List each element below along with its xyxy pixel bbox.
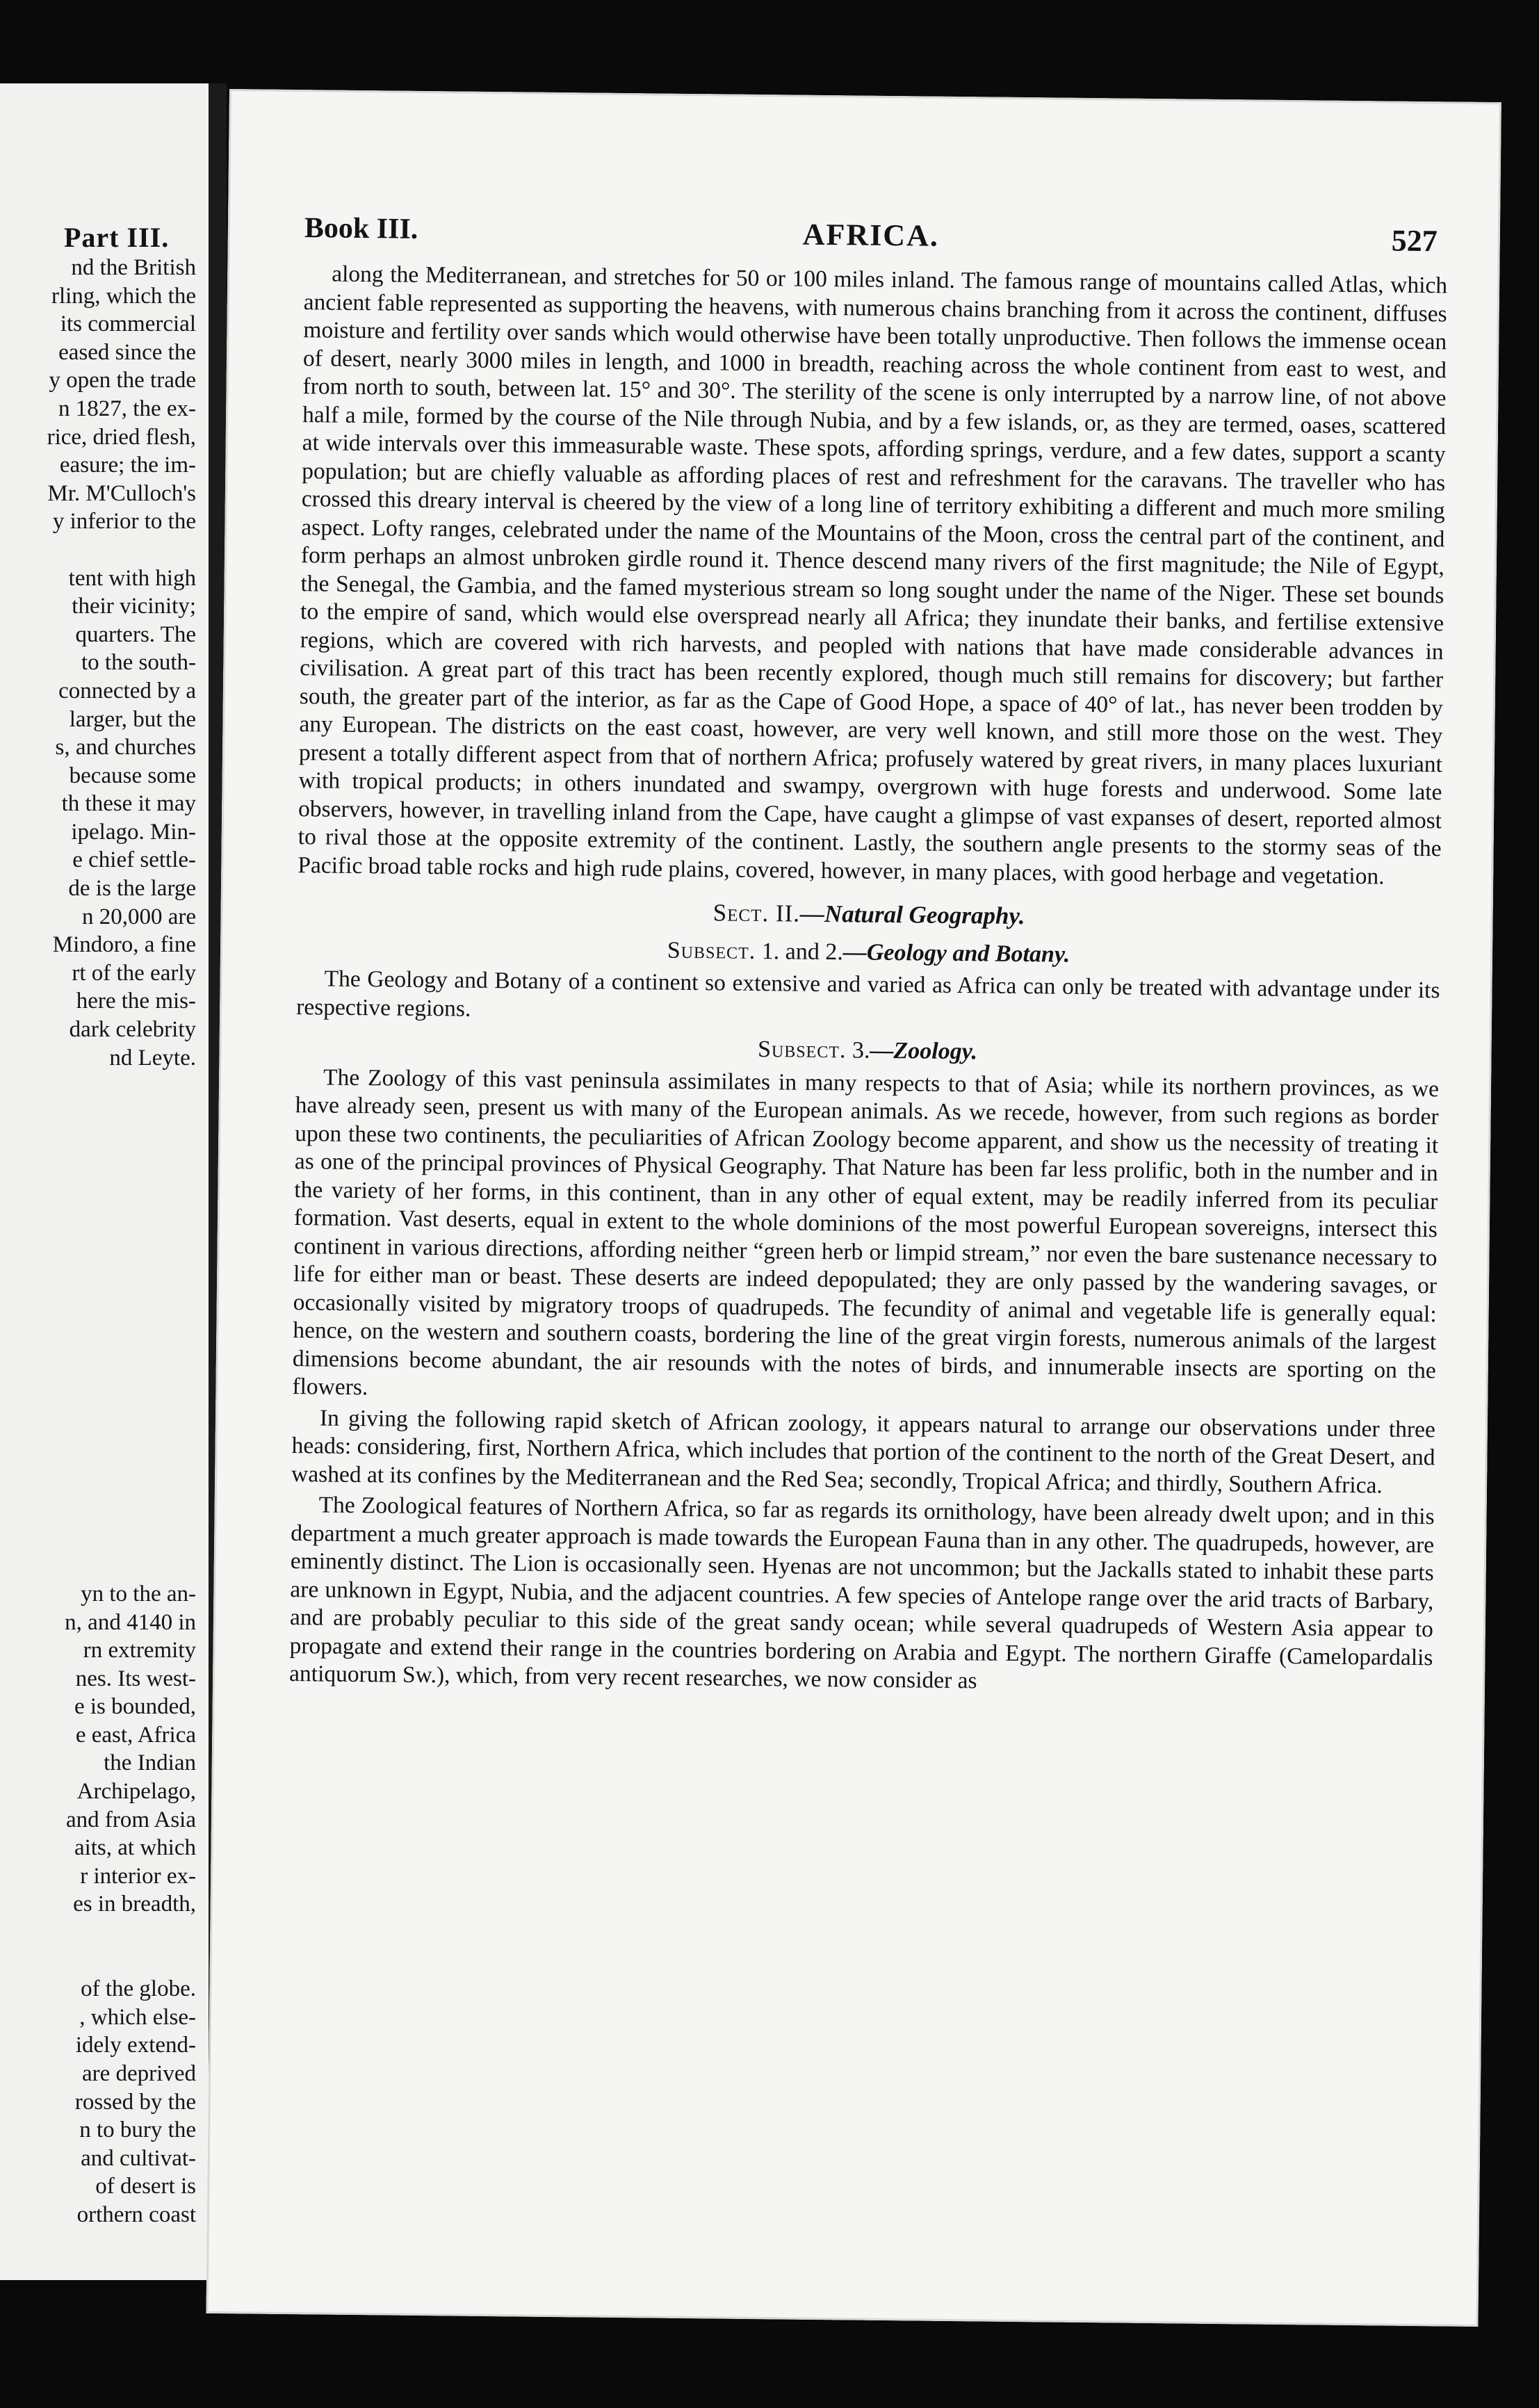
left-page-fragment (0, 83, 227, 2280)
left-page-line (0, 1410, 196, 1439)
left-page-line: nd Leyte. (109, 1045, 196, 1071)
subsection-label: Subsect. (757, 1036, 847, 1064)
subsection-number: 3. (846, 1037, 870, 1064)
section-heading (297, 895, 1440, 935)
left-page-line: Mindoro, a fine (52, 932, 196, 958)
left-page-line: here the mis- (76, 989, 196, 1014)
left-page-line: quarters. The (75, 621, 196, 647)
paragraph: In giving the following rapid sketch of African zoology, it appears natural to arrange our observations under three heads: considering, first, Northern Africa, which includes that portion of the continent to the north of the Great Desert, and washed at its confines by the Mediterranean and the Red Sea; secondly, Tropical Africa; and thirdly, Southern Africa. (291, 1404, 1436, 1498)
left-page-line: the Indian (104, 1750, 196, 1776)
left-page-text-column (0, 254, 196, 2229)
left-page-line: eased since the (58, 339, 196, 365)
left-page-line (0, 1439, 196, 1467)
left-page-line (0, 1919, 196, 1947)
left-page-line: are deprived (82, 2061, 196, 2086)
left-page-line (0, 1100, 196, 1129)
left-page-line: e east, Africa (75, 1722, 196, 1748)
geology-text (296, 965, 1440, 1033)
left-page-line: e chief settle- (72, 847, 196, 873)
left-page-line (0, 1185, 196, 1214)
left-page-line (0, 1128, 196, 1157)
running-head (304, 211, 1438, 265)
left-page-line: y inferior to the (52, 509, 196, 535)
paragraph: along the Mediterranean, and stretches for 50 or 100 miles inland. The famous range of mountains called Atlas, which ancient fable represented as supporting the heavens, with numerous chains branching from it across the continent, diffuses moisture and fertility over sands which would otherwise have been totally unproductive. Then follows the immense ocean of desert, nearly 3000 miles in length, and 1000 in breadth, reaching across the whole continent from east to west, and from north to south, between lat. 15° and 30°. The sterility of the scene is only interrupted by a narrow line, of not above half a mile, formed by the course of the Nile through Nubia, and by a few islands, or, as they are termed, oases, scattered at wide intervals over this immeasurable waste. These spots, affording springs, verdure, and a few dates, support a scanty population; but are chiefly valuable as affording places of rest and refreshment for the caravans. The traveller who has crossed this dreary interval is cheered by the view of a long line of territory exhibiting a different and much more smiling aspect. Lofty ranges, celebrated under the name of the Mountains of the Moon, cross the central part of the continent, and form perhaps an almost unbroken girdle round it. Thence descend many rivers of the first magnitude; the Nile of Egypt, the Senegal, the Gambia, and the famed mysterious stream so long sought under the name of the Niger. These set bounds to the empire of sand, which would else overspread nearly all Africa; they inundate their banks, and fertilise extensive regions, which are covered with rich harvests, and peopled with nations that have made considerable advances in civilisation. A great part of this tract has been recently explored, though much still remains for discovery; but farther south, the greater part of the interior, as far as the Cape of Good Hope, a space of 40° of lat., has never been trodden by any European. The districts on the east coast, however, are very well known, and still more those on the west. They present a totally different aspect from that of northern Africa; profusely watered by great rivers, in many places luxuriant with tropical products; in others inundated and swampy, overgrown with huge forests and underwood. Some late observers, however, in travelling inland from the Cape, have caught a glimpse of vast expanses of desert, reported almost to rival those at the opposite extremity of the continent. Lastly, the southern angle presents to the stormy seas of the Pacific broad table rocks and high rude plains, covered, however, in many places, with good herbage and vegetation. (298, 261, 1448, 889)
left-page-line: rice, dried flesh, (47, 424, 196, 450)
left-page-line (0, 1157, 196, 1185)
left-page-line (0, 1383, 196, 1411)
left-page-line (0, 1269, 196, 1298)
left-page-line: de is the large (68, 876, 196, 902)
left-page-line: of the globe. (81, 1976, 196, 2002)
left-page-line: y open the trade (49, 368, 196, 393)
right-page (206, 89, 1501, 2327)
paragraph: The Zoology of this vast peninsula assimilates in many respects to that of Asia; while its northern provinces, as we have already seen, present us with many of the European animals. As we recede, however, from such regions as border upon these two continents, the peculiarities of African Zoology become apparent, and show us the necessity of treating it as one of the principal provinces of Physical Geography. That Nature has been far less prolific, both in the number and in the variety of her forms, in this continent, than in any other of equal extent, may be readily inferred from its peculiar formation. Vast deserts, equal in extent to the whole dominions of the most powerful European sovereigns, intersect this continent in various directions, affording neither “green herb or limpid stream,” nor even the bare sustenance necessary to life for either man or beast. These deserts are indeed depopulated; they are only passed by the wandering savages, or occasionally visited by migratory troops of quadrupeds. The fecundity of animal and vegetable life is generally equal: hence, on the western and southern coasts, bordering the line of the great virgin forests, numerous animals of the largest dimensions become abundant, the air resounds with the notes of birds, and innumerable insects are sporting on the flowers. (292, 1064, 1440, 1401)
left-page-line (0, 1298, 196, 1326)
page-body (289, 260, 1447, 1700)
left-page-line: rossed by the (74, 2089, 196, 2115)
left-page-line: Archipelago, (76, 1779, 196, 1805)
left-page-line: , which else- (79, 2004, 196, 2030)
zoology-text (289, 1064, 1439, 1700)
left-page-line (0, 1495, 196, 1524)
book-label: Book III. (304, 212, 418, 245)
left-page-running-head: Part III. (64, 222, 170, 253)
left-page-line: rt of the early (72, 960, 196, 986)
left-page-line: yn to the an- (81, 1581, 196, 1606)
left-page-line (0, 1242, 196, 1270)
page-title: AFRICA. (802, 217, 940, 253)
left-page-line: rn extremity (83, 1638, 196, 1663)
left-page-line: s, and churches (55, 735, 196, 760)
left-page-line: e is bounded, (74, 1694, 196, 1720)
left-page-line: n 1827, the ex- (58, 396, 196, 421)
left-page-line: connected by a (58, 678, 196, 703)
left-page-line: n 20,000 are (81, 904, 196, 929)
left-page-line: orthern coast (76, 2202, 196, 2227)
paragraph: The Geology and Botany of a continent so extensive and varied as Africa can only be treated with advantage under its respective regions. (295, 966, 1440, 1022)
section-title: —Natural Geography. (799, 900, 1025, 930)
left-page-line: their vicinity; (72, 594, 196, 619)
left-page-line: and from Asia (66, 1807, 196, 1832)
left-page-line: n to bury the (79, 2117, 196, 2143)
left-page-line: Mr. M'Culloch's (47, 480, 196, 506)
left-page-line (0, 1467, 196, 1496)
left-page-line (0, 1354, 196, 1383)
left-page-line: because some (69, 763, 196, 788)
left-page-line (0, 1524, 196, 1552)
left-page-line: tent with high (68, 565, 196, 591)
left-page-line (0, 1326, 196, 1355)
subsection-number: 1. and 2. (756, 938, 844, 965)
left-page-line: larger, but the (69, 706, 196, 732)
left-page-line: n, and 4140 in (65, 1609, 196, 1635)
left-page-line: r interior ex- (80, 1863, 196, 1889)
intro-text (298, 260, 1447, 891)
left-page-line: nes. Its west- (75, 1666, 196, 1691)
left-page-line: ipelago. Min- (71, 819, 196, 845)
left-page-line: idely extend- (75, 2033, 196, 2058)
left-page-line: and cultivat- (81, 2145, 196, 2171)
paragraph: The Zoological features of Northern Africa, so far as regards its ornithology, have been already dwelt upon; and in this department a much greater approach is made towards the European Fauna than in any other. The quadrupeds, however, are eminently distinct. The Lion is occasionally seen. Hyenas are not uncommon; but the Jackalls stated to inhabit these parts are unknown in Egypt, Nubia, and the adjacent countries. A few species of Antelope range over the arid tracts of Barbary, and are probably peculiar to this side of the great sandy ocean; while several quadrupeds of Western Asia appear to propagate and extend their range in the countries bordering on Arabia and Egypt. The northern Giraffe (Camelopardalis antiquorum Sw.), which, from very recent researches, we now consider as (288, 1492, 1435, 1694)
subsection-title: —Geology and Botany. (842, 938, 1070, 968)
section-label: Sect. II. (712, 899, 801, 927)
left-page-line: nd the British (71, 255, 196, 280)
left-page-line: to the south- (81, 650, 196, 676)
left-page-line (0, 1947, 196, 1976)
left-page-line: its commercial (60, 311, 196, 337)
left-page-line: aits, at which (74, 1835, 196, 1861)
left-page-line: es in breadth, (73, 1892, 196, 1917)
left-page-line (0, 1552, 196, 1580)
subsection-title: —Zoology. (870, 1037, 978, 1065)
left-page-line: of desert is (95, 2174, 196, 2199)
left-page-line (0, 1213, 196, 1242)
left-page-line: dark celebrity (69, 1017, 196, 1043)
subsection-label: Subsect. (667, 937, 756, 964)
left-page-line: easure; the im- (59, 453, 196, 478)
page-number: 527 (1391, 223, 1438, 259)
left-page-line: rling, which the (51, 283, 196, 309)
left-page-line (0, 1072, 196, 1100)
left-page-line (0, 536, 196, 564)
left-page-line: th these it may (61, 791, 196, 817)
